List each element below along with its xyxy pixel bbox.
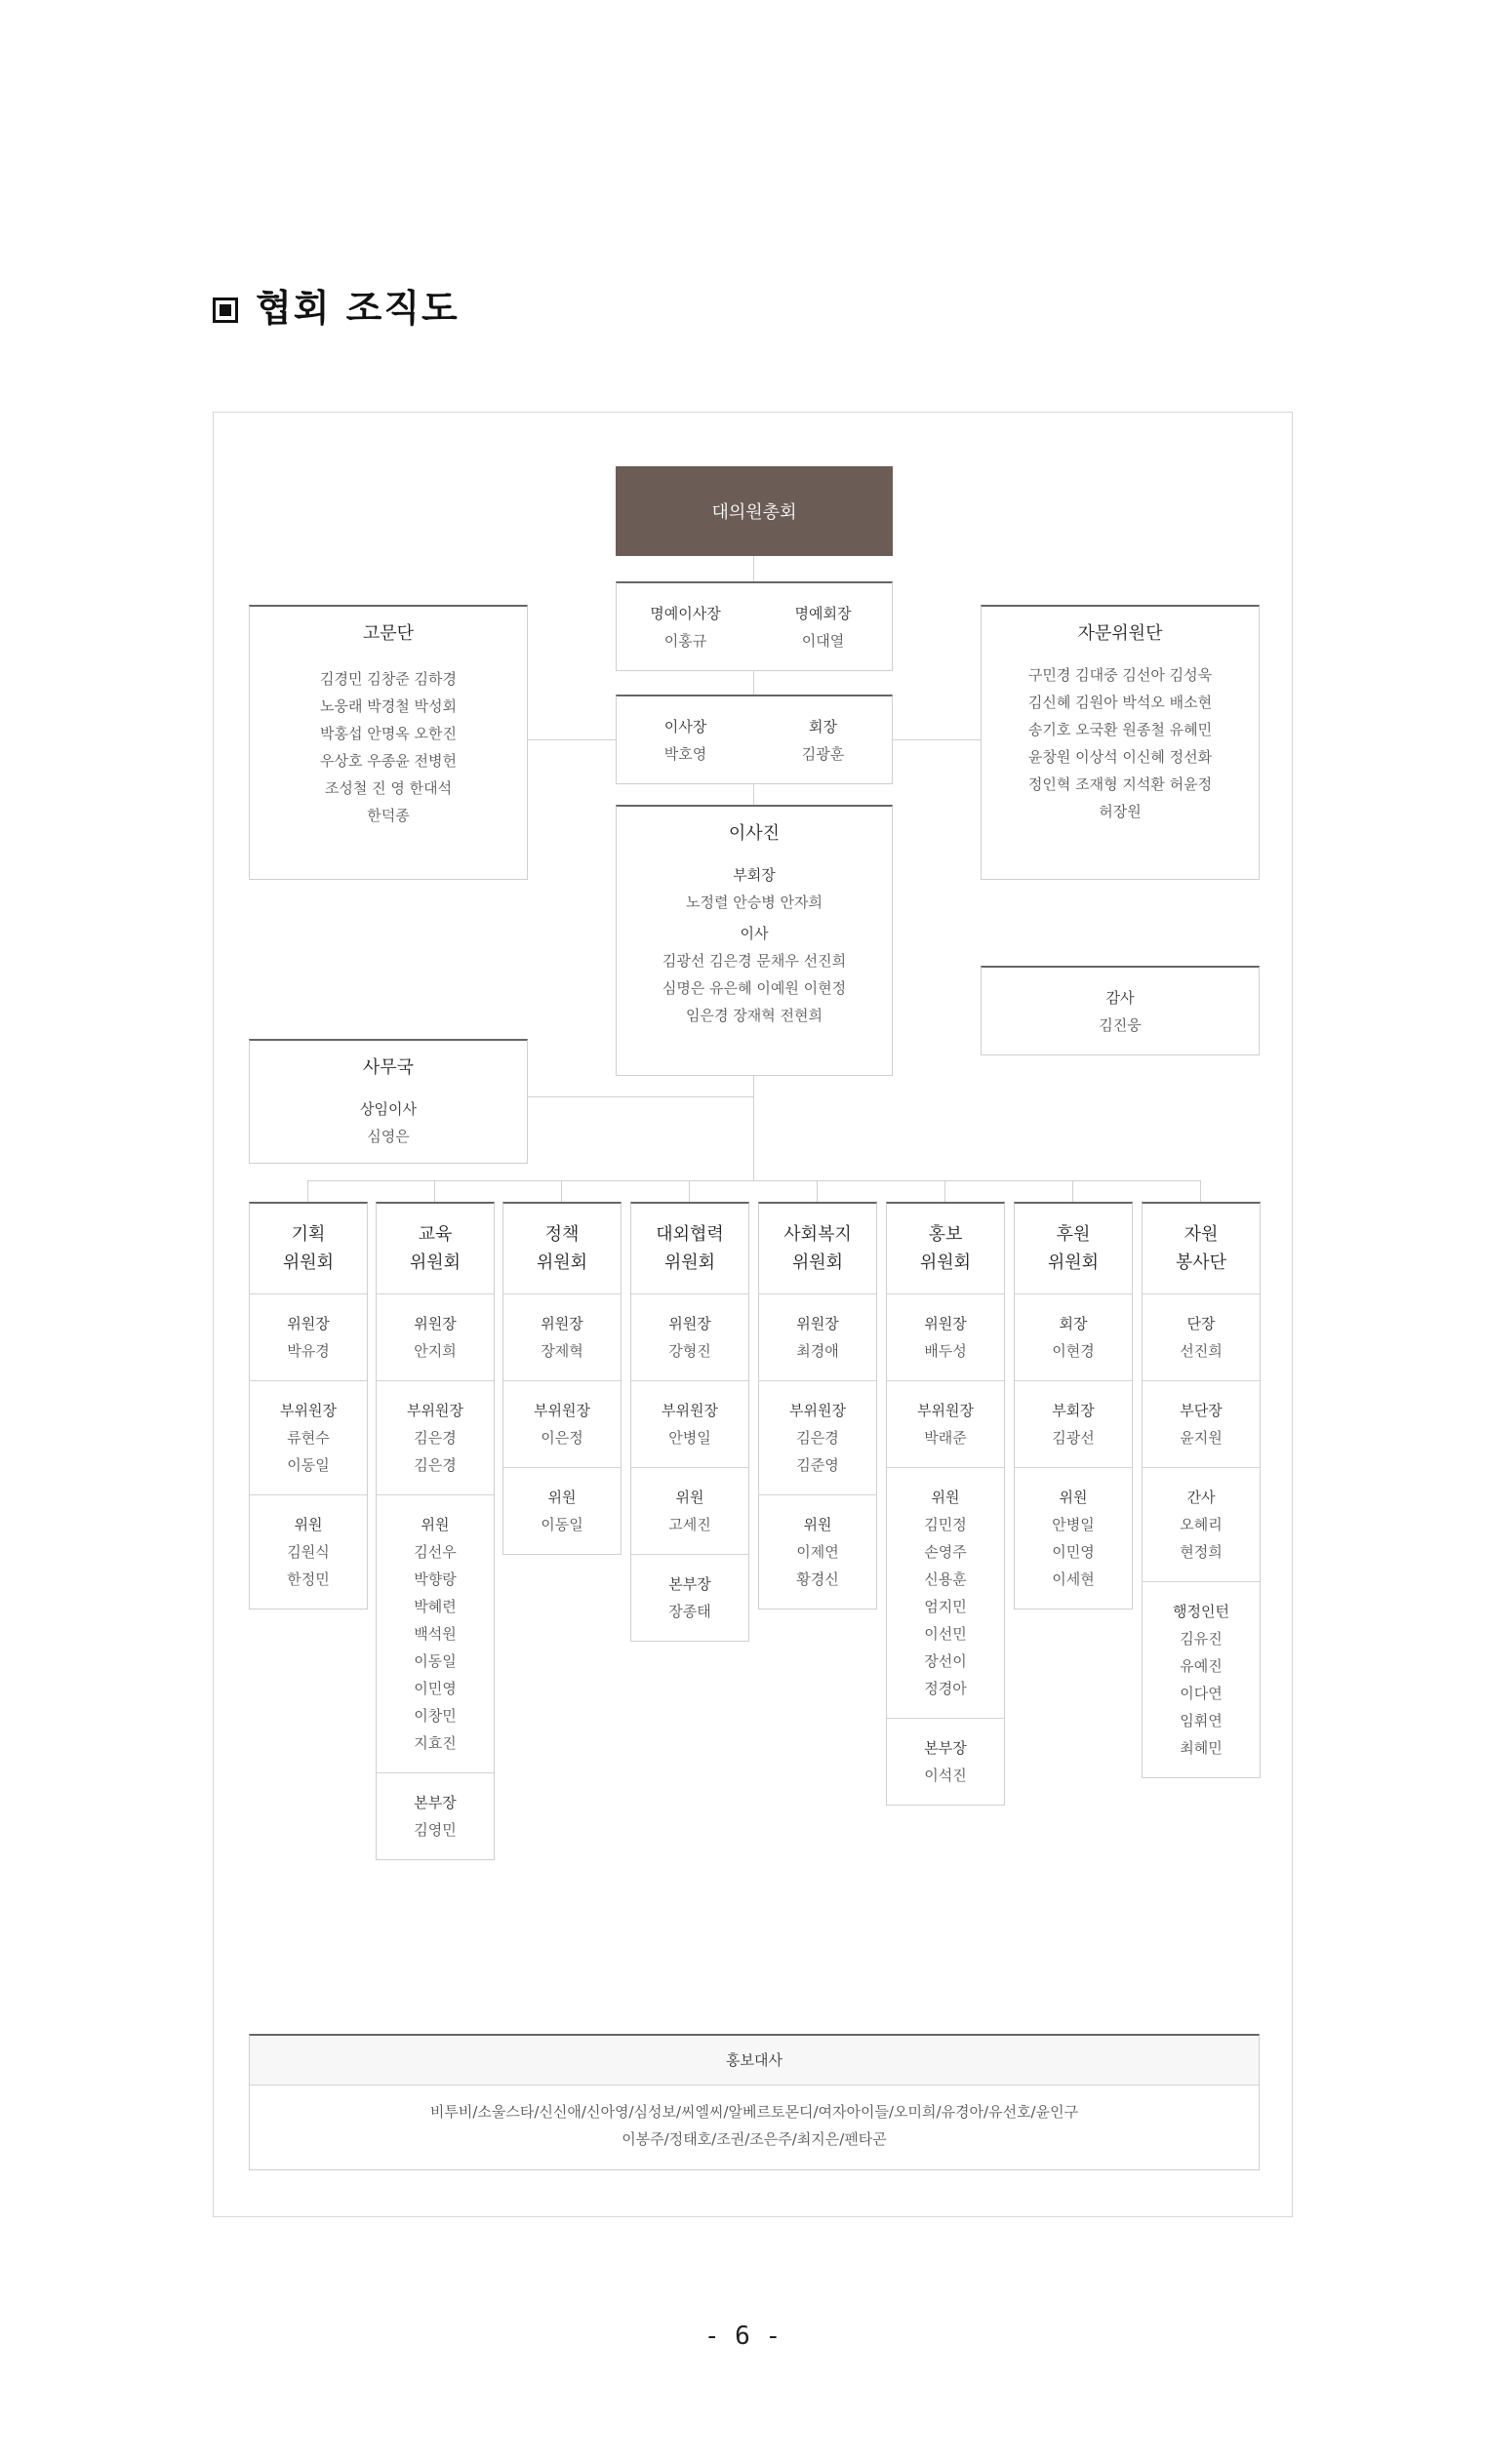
- role-label: 부위원장: [789, 1402, 846, 1419]
- committee-role-cell: [631, 1468, 748, 1555]
- committee-column: [1014, 1202, 1133, 1610]
- committee-column: [758, 1202, 877, 1610]
- role-label: 위원: [421, 1516, 450, 1533]
- committee-header: [1015, 1204, 1132, 1294]
- member-name: 장제혁: [541, 1342, 583, 1360]
- committee-role-cell: [503, 1294, 621, 1381]
- square-bullet-icon: [213, 298, 238, 323]
- committee-name: 자원: [1184, 1224, 1219, 1245]
- role-label: 부위원장: [662, 1402, 718, 1419]
- member-name: 이동일: [287, 1456, 330, 1474]
- member-name: 김유진: [1180, 1630, 1223, 1648]
- role-label: 부위원장: [407, 1402, 463, 1419]
- member-name: 안지희: [414, 1342, 457, 1360]
- committee-role-cell: [377, 1495, 494, 1773]
- member-name: 김은경: [414, 1456, 457, 1474]
- committee-header: [503, 1204, 621, 1294]
- role-label: 위원장: [541, 1315, 583, 1332]
- connector-drop: [944, 1180, 945, 1202]
- committee-role-cell: [377, 1381, 494, 1495]
- honorary-president-label: 명예회장: [794, 604, 852, 622]
- vice-president-label: 부회장: [733, 866, 776, 884]
- committee-column: [630, 1202, 749, 1642]
- member-name: 김준영: [796, 1456, 839, 1474]
- member-name: 이제연: [796, 1543, 839, 1561]
- committee-role-cell: [503, 1381, 621, 1468]
- role-label: 위원장: [414, 1315, 457, 1332]
- member-name: 김영민: [414, 1821, 457, 1839]
- committee-column: [249, 1202, 368, 1610]
- member-name: 강형진: [668, 1342, 711, 1360]
- role-label: 부회장: [1052, 1402, 1095, 1419]
- committee-name: 위원회: [1047, 1252, 1100, 1273]
- member-name: 이현경: [1052, 1342, 1095, 1360]
- committee-name: 정책: [544, 1224, 580, 1245]
- vice-president-names: 노정렬 안승병 안자희: [686, 894, 823, 911]
- role-label: 위원: [803, 1516, 832, 1533]
- committee-name: 위원회: [409, 1252, 462, 1273]
- role-label: 위원: [675, 1489, 704, 1506]
- advisors-line: 우상호 우종윤 전병헌: [320, 752, 457, 770]
- member-name: 박래준: [924, 1429, 967, 1447]
- member-name: 박유경: [287, 1342, 330, 1360]
- member-name: 윤지원: [1180, 1429, 1223, 1447]
- member-name: 백석원: [414, 1625, 457, 1643]
- committee-role-cell: [377, 1773, 494, 1859]
- ambassador-line: 이봉주/정태호/조권/조은주/최지은/펜타곤: [622, 2130, 887, 2148]
- committee-column: [502, 1202, 622, 1555]
- page-number: - 6 -: [703, 2322, 782, 2351]
- member-name: 이창민: [414, 1707, 457, 1725]
- president-name: 김광훈: [801, 744, 845, 763]
- advisors-line: 노웅래 박경철 박성회: [320, 697, 457, 715]
- chair-label: 이사장: [663, 717, 707, 735]
- committee-role-cell: [759, 1495, 876, 1609]
- board-box: [616, 805, 893, 1076]
- member-name: 김은경: [796, 1429, 839, 1447]
- role-label: 위원: [1059, 1489, 1088, 1506]
- committee-role-cell: [887, 1719, 1004, 1805]
- member-name: 이은정: [541, 1429, 583, 1447]
- committee-header: [1143, 1204, 1260, 1294]
- advisors-line: 김경민 김창준 김하경: [320, 670, 457, 688]
- member-name: 신용훈: [924, 1570, 967, 1588]
- role-label: 위원장: [924, 1315, 967, 1332]
- consult-line: 구민경 김대중 김선아 김성욱: [1027, 666, 1213, 684]
- board-title: 이사진: [728, 823, 781, 844]
- consult-line: 윤창원 이상석 이신혜 정선화: [1027, 748, 1213, 766]
- audit-box: [981, 966, 1260, 1055]
- member-name: 손영주: [924, 1543, 967, 1561]
- office-box: [249, 1039, 528, 1164]
- committee-header: [887, 1204, 1004, 1294]
- committee-name: 봉사단: [1175, 1252, 1227, 1273]
- member-name: 정경아: [924, 1680, 967, 1697]
- committee-role-cell: [887, 1381, 1004, 1468]
- role-label: 위원장: [796, 1315, 839, 1332]
- page-title: 협회 조직도: [213, 278, 460, 332]
- member-name: 황경신: [796, 1570, 839, 1588]
- committee-role-cell: [250, 1381, 367, 1495]
- member-name: 선진희: [1180, 1342, 1223, 1360]
- role-label: 위원장: [668, 1315, 711, 1332]
- director-line: 김광선 김은경 문채우 선진희: [662, 952, 847, 970]
- audit-label: 감사: [1105, 988, 1135, 1007]
- advisors-line: 박홍섭 안명옥 오한진: [320, 725, 457, 742]
- member-name: 박향랑: [414, 1570, 457, 1588]
- director-label: 이사: [740, 925, 769, 942]
- committee-name: 교육: [418, 1224, 453, 1245]
- chair-box: [616, 695, 893, 784]
- role-label: 부단장: [1180, 1402, 1223, 1419]
- member-name: 장종태: [668, 1603, 711, 1620]
- member-name: 김은경: [414, 1429, 457, 1447]
- connector-committees: [307, 1180, 1200, 1181]
- committee-header: [250, 1204, 367, 1294]
- committee-role-cell: [759, 1294, 876, 1381]
- member-name: 이세현: [1052, 1570, 1095, 1588]
- role-label: 부위원장: [280, 1402, 337, 1419]
- consult-line: 송기호 오국환 원종철 유혜민: [1027, 721, 1213, 738]
- committee-name: 위원회: [282, 1252, 335, 1273]
- committee-name: 홍보: [928, 1224, 963, 1245]
- honorary-box: [616, 581, 893, 671]
- honorary-chair-label: 명예이사장: [650, 604, 721, 622]
- connector-drop: [689, 1180, 690, 1202]
- ambassador-line: 비투비/소울스타/신신애/신아영/심성보/씨엘씨/알베르토몬디/여자아이들/오미희/유경아/유선호/윤인구: [429, 2103, 1079, 2121]
- member-name: 최경애: [796, 1342, 839, 1360]
- committee-name: 위원회: [791, 1252, 844, 1273]
- consult-line: 정인혁 조재형 지석환 허윤정: [1027, 775, 1213, 793]
- ambassador-box: [249, 2034, 1260, 2170]
- president-label: 회장: [809, 717, 837, 735]
- member-name: 고세진: [668, 1516, 711, 1533]
- role-label: 본부장: [414, 1794, 457, 1811]
- member-name: 이선민: [924, 1625, 967, 1643]
- honorary-president-name: 이대열: [801, 631, 845, 650]
- connector-office: [528, 1096, 754, 1097]
- committee-role-cell: [1015, 1468, 1132, 1609]
- connector-drop: [1072, 1180, 1073, 1202]
- committee-role-cell: [250, 1495, 367, 1609]
- committee-name: 후원: [1056, 1224, 1091, 1245]
- member-name: 현정희: [1180, 1543, 1223, 1561]
- member-name: 안병일: [1052, 1516, 1095, 1533]
- member-name: 오혜리: [1180, 1516, 1223, 1533]
- director-line: 임은경 장재혁 전현희: [686, 1007, 823, 1024]
- member-name: 류현수: [287, 1429, 330, 1447]
- committee-role-cell: [377, 1294, 494, 1381]
- member-name: 이동일: [541, 1516, 583, 1533]
- consult-box: [981, 605, 1260, 880]
- member-name: 김원식: [287, 1543, 330, 1561]
- committee-name: 위원회: [663, 1252, 716, 1273]
- office-role-name: 심영은: [367, 1128, 410, 1145]
- office-title: 사무국: [362, 1057, 415, 1078]
- committee-role-cell: [759, 1381, 876, 1495]
- member-name: 이다연: [1180, 1685, 1223, 1702]
- member-name: 이민영: [1052, 1543, 1095, 1561]
- committee-role-cell: [631, 1381, 748, 1468]
- role-label: 회장: [1059, 1315, 1088, 1332]
- committee-role-cell: [250, 1294, 367, 1381]
- committee-role-cell: [503, 1468, 621, 1554]
- role-label: 부위원장: [534, 1402, 590, 1419]
- committee-role-cell: [1143, 1468, 1260, 1582]
- role-label: 간사: [1186, 1489, 1216, 1506]
- committee-header: [377, 1204, 494, 1294]
- role-label: 행정인턴: [1173, 1603, 1229, 1620]
- committee-role-cell: [887, 1468, 1004, 1719]
- role-label: 위원: [931, 1489, 960, 1506]
- committee-name: 대외협력: [656, 1224, 724, 1245]
- office-role-label: 상임이사: [360, 1100, 417, 1118]
- committee-role-cell: [887, 1294, 1004, 1381]
- member-name: 박혜련: [414, 1598, 457, 1615]
- advisors-title: 고문단: [362, 623, 415, 644]
- consult-line: 허장원: [1099, 803, 1142, 820]
- committee-name: 사회복지: [783, 1224, 852, 1245]
- member-name: 배두성: [924, 1342, 967, 1360]
- member-name: 이민영: [414, 1680, 457, 1697]
- member-name: 유예진: [1180, 1657, 1223, 1675]
- member-name: 안병일: [668, 1429, 711, 1447]
- role-label: 위원: [547, 1489, 577, 1506]
- committee-column: [376, 1202, 495, 1860]
- honorary-chair-name: 이홍규: [663, 631, 707, 650]
- committee-name: 위원회: [536, 1252, 588, 1273]
- committee-role-cell: [1015, 1294, 1132, 1381]
- general-assembly-box: 대의원총회: [616, 466, 893, 556]
- member-name: 김광선: [1052, 1429, 1095, 1447]
- member-name: 이석진: [924, 1767, 967, 1784]
- connector-drop: [307, 1180, 308, 1202]
- role-label: 부위원장: [917, 1402, 974, 1419]
- audit-name: 김진웅: [1099, 1015, 1142, 1034]
- member-name: 장선이: [924, 1652, 967, 1670]
- advisors-line: 조성철 진 영 한대석: [324, 779, 453, 797]
- member-name: 이동일: [414, 1652, 457, 1670]
- member-name: 김선우: [414, 1543, 457, 1561]
- committee-role-cell: [1143, 1294, 1260, 1381]
- connector-drop: [1200, 1180, 1201, 1202]
- committee-role-cell: [631, 1294, 748, 1381]
- connector-drop: [434, 1180, 435, 1202]
- role-label: 본부장: [668, 1575, 711, 1593]
- committee-name: 위원회: [919, 1252, 972, 1273]
- member-name: 김민정: [924, 1516, 967, 1533]
- ambassador-title: 홍보대사: [250, 2036, 1259, 2086]
- consult-line: 김신혜 김원아 박석오 배소현: [1027, 694, 1213, 711]
- member-name: 최혜민: [1180, 1739, 1223, 1757]
- member-name: 지효진: [414, 1734, 457, 1752]
- member-name: 임휘연: [1180, 1712, 1223, 1729]
- committee-header: [759, 1204, 876, 1294]
- committee-role-cell: [631, 1555, 748, 1641]
- member-name: 엄지민: [924, 1598, 967, 1615]
- role-label: 위원장: [287, 1315, 330, 1332]
- role-label: 위원: [294, 1516, 323, 1533]
- consult-title: 자문위원단: [1077, 623, 1163, 644]
- member-name: 한정민: [287, 1570, 330, 1588]
- connector-drop: [817, 1180, 818, 1202]
- committee-name: 기획: [291, 1224, 326, 1245]
- committee-column: [886, 1202, 1005, 1806]
- committee-role-cell: [1015, 1381, 1132, 1468]
- director-line: 심명은 유은혜 이예원 이현정: [662, 979, 847, 997]
- advisors-box: [249, 605, 528, 880]
- role-label: 단장: [1186, 1315, 1216, 1332]
- committee-role-cell: [1143, 1582, 1260, 1777]
- chair-name: 박호영: [663, 744, 707, 763]
- committee-role-cell: [1143, 1381, 1260, 1468]
- committee-column: [1142, 1202, 1261, 1778]
- committee-header: [631, 1204, 748, 1294]
- connector-drop: [561, 1180, 562, 1202]
- advisors-line: 한덕종: [367, 807, 410, 824]
- role-label: 본부장: [924, 1739, 967, 1757]
